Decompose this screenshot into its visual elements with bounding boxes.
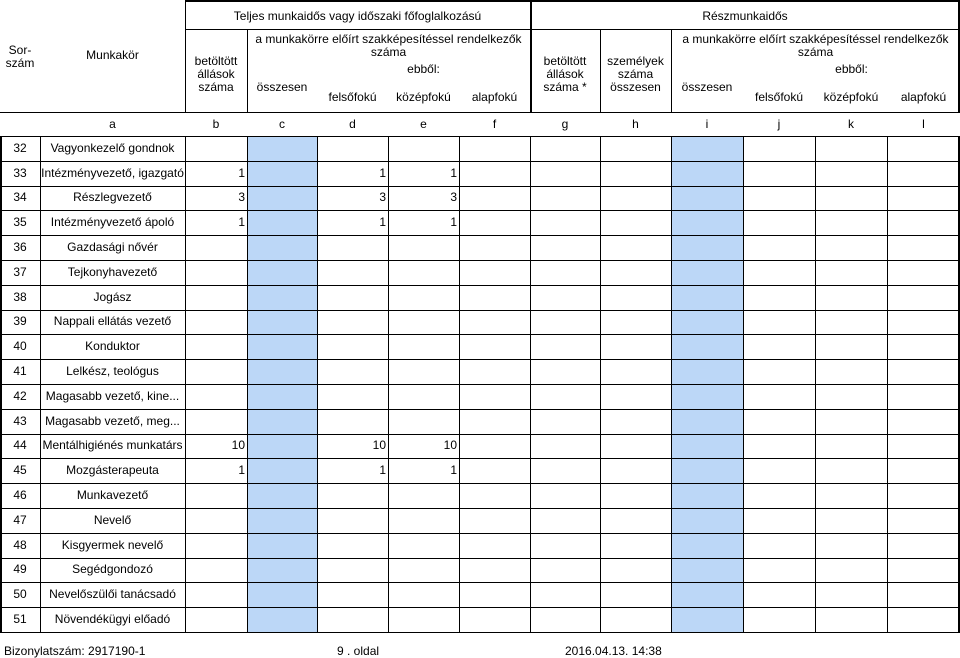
cell-value-b[interactable]: 3 bbox=[238, 190, 245, 205]
cell-value-c[interactable] bbox=[247, 334, 317, 359]
job-title: Segédgondozó bbox=[72, 562, 153, 577]
kozepfoku-header: középfokú bbox=[396, 90, 451, 104]
row-rule bbox=[0, 434, 960, 435]
column-rule bbox=[0, 136, 2, 633]
cell-value-e[interactable] bbox=[388, 285, 459, 310]
row-number: 35 bbox=[13, 215, 27, 230]
column-rule bbox=[530, 136, 531, 633]
cell-value-d[interactable]: 10 bbox=[372, 438, 386, 453]
job-title: Magasabb vezető, kine... bbox=[45, 388, 180, 403]
h-rule bbox=[0, 112, 960, 113]
row-rule bbox=[0, 384, 960, 385]
row-rule bbox=[0, 409, 960, 410]
cell-value-d[interactable] bbox=[317, 260, 388, 285]
job-title: Lelkész, teológus bbox=[66, 364, 159, 379]
cell-value-e[interactable]: 1 bbox=[450, 165, 457, 180]
column-rule bbox=[743, 136, 744, 633]
cell-value-e[interactable] bbox=[388, 483, 459, 508]
cell-value-c[interactable] bbox=[247, 235, 317, 260]
page-number: 9 . oldal bbox=[337, 644, 380, 658]
job-title: Nevelőszülői tanácsadó bbox=[49, 587, 176, 602]
cell-value-b[interactable] bbox=[185, 136, 247, 161]
cell-value-e[interactable]: 1 bbox=[450, 215, 457, 230]
cell-value-e[interactable]: 3 bbox=[450, 190, 457, 205]
row-number: 43 bbox=[13, 413, 27, 428]
row-rule bbox=[0, 161, 960, 162]
cell-value-d[interactable] bbox=[317, 483, 388, 508]
v-rule bbox=[671, 30, 672, 112]
job-title: Mozgásterapeuta bbox=[66, 463, 159, 478]
row-rule bbox=[0, 235, 960, 236]
cell-value-d[interactable] bbox=[317, 136, 388, 161]
row-number: 41 bbox=[13, 364, 27, 379]
row-rule bbox=[0, 210, 960, 211]
row-rule bbox=[0, 632, 960, 633]
cell-value-e[interactable] bbox=[388, 607, 459, 632]
cell-value-c[interactable] bbox=[247, 186, 317, 211]
row-number: 42 bbox=[13, 388, 27, 403]
h-rule bbox=[185, 29, 958, 30]
cell-value-d[interactable] bbox=[317, 533, 388, 558]
cell-value-b[interactable] bbox=[185, 235, 247, 260]
print-date: 2016.04.13. 14:38 bbox=[565, 644, 662, 658]
cell-value-e[interactable] bbox=[388, 136, 459, 161]
h-rule bbox=[185, 0, 958, 2]
osszesen-header: összesen bbox=[256, 80, 308, 94]
cell-value-b[interactable] bbox=[185, 359, 247, 384]
row-rule bbox=[0, 458, 960, 459]
row-rule bbox=[0, 558, 960, 559]
cell-value-c[interactable] bbox=[247, 359, 317, 384]
cell-value-b[interactable] bbox=[185, 334, 247, 359]
v-rule bbox=[530, 0, 532, 112]
row-number: 51 bbox=[13, 612, 27, 627]
column-letter-h: h bbox=[632, 116, 639, 131]
job-title: Tejkonyhavezető bbox=[67, 264, 158, 279]
row-rule bbox=[0, 310, 960, 311]
job-title: Mentálhigiénés munkatárs bbox=[42, 438, 183, 453]
cell-value-b[interactable] bbox=[185, 582, 247, 607]
row-number: 49 bbox=[13, 562, 27, 577]
cell-value-e[interactable] bbox=[388, 384, 459, 409]
column-letter-e: e bbox=[420, 116, 427, 131]
cell-value-d[interactable]: 3 bbox=[379, 190, 386, 205]
job-title: Részlegvezető bbox=[73, 190, 152, 205]
cell-value-d[interactable] bbox=[317, 409, 388, 434]
cell-value-e[interactable] bbox=[388, 533, 459, 558]
szemelyek-header: személyek száma összesen bbox=[607, 54, 664, 94]
column-letter-f: f bbox=[492, 116, 497, 131]
part-time-title: Részmunkaidős bbox=[702, 8, 788, 23]
cell-value-e[interactable] bbox=[388, 409, 459, 434]
cell-value-c[interactable] bbox=[247, 285, 317, 310]
cell-value-b[interactable] bbox=[185, 260, 247, 285]
row-number: 37 bbox=[13, 264, 27, 279]
job-title: Növendékügyi előadó bbox=[54, 612, 171, 627]
cell-value-b[interactable]: 10 bbox=[231, 438, 245, 453]
row-rule bbox=[0, 582, 960, 583]
cell-value-b[interactable] bbox=[185, 607, 247, 632]
job-title: Magasabb vezető, meg... bbox=[45, 413, 180, 428]
cell-value-e[interactable] bbox=[388, 359, 459, 384]
cell-value-d[interactable]: 1 bbox=[379, 165, 386, 180]
row-number: 38 bbox=[13, 289, 27, 304]
cell-value-d[interactable] bbox=[317, 334, 388, 359]
row-number: 48 bbox=[13, 537, 27, 552]
cell-value-b[interactable] bbox=[185, 533, 247, 558]
cell-value-c[interactable] bbox=[247, 458, 317, 483]
sorszam-header: Sor- szám bbox=[5, 43, 35, 70]
row-rule bbox=[0, 359, 960, 360]
job-title: Nappali ellátás vezető bbox=[53, 314, 172, 329]
job-title: Konduktor bbox=[85, 339, 140, 354]
cell-value-d[interactable] bbox=[317, 508, 388, 533]
column-letter-d: d bbox=[349, 116, 356, 131]
cell-value-d[interactable]: 1 bbox=[379, 463, 386, 478]
cell-value-c[interactable] bbox=[247, 558, 317, 583]
cell-value-b[interactable] bbox=[185, 384, 247, 409]
row-rule bbox=[0, 508, 960, 509]
column-letter-c: c bbox=[279, 116, 285, 131]
felsofoku-header: felsőfokú bbox=[328, 90, 377, 104]
cell-value-e[interactable] bbox=[388, 310, 459, 335]
job-title: Nevelő bbox=[93, 512, 132, 527]
alapfoku-part-header: alapfokú bbox=[900, 90, 947, 104]
job-title: Vagyonkezelő gondnok bbox=[50, 140, 175, 155]
qualified-part-header: a munkakörre előírt szakképesítéssel rendelkezők száma bbox=[682, 32, 949, 59]
row-rule bbox=[0, 334, 960, 335]
cell-value-c[interactable] bbox=[247, 310, 317, 335]
cell-value-d[interactable] bbox=[317, 384, 388, 409]
cell-value-e[interactable] bbox=[388, 558, 459, 583]
row-rule bbox=[0, 186, 960, 187]
row-number: 32 bbox=[13, 140, 27, 155]
full-time-title: Teljes munkaidős vagy időszaki főfoglalkozású bbox=[233, 8, 482, 23]
column-rule bbox=[815, 136, 816, 633]
column-rule bbox=[247, 136, 248, 633]
bizonylat-number: Bizonylatszám: 2917190-1 bbox=[4, 644, 146, 658]
job-title: Intézményvezető ápoló bbox=[50, 215, 175, 230]
cell-value-b[interactable] bbox=[185, 310, 247, 335]
row-number: 47 bbox=[13, 512, 27, 527]
column-letter-b: b bbox=[212, 116, 220, 131]
cell-value-c[interactable] bbox=[247, 136, 317, 161]
column-letter-g: g bbox=[561, 116, 569, 131]
row-number: 44 bbox=[13, 438, 27, 453]
column-rule bbox=[388, 136, 389, 633]
ebbol-part-header: ebből: bbox=[835, 61, 868, 76]
cell-value-e[interactable] bbox=[388, 235, 459, 260]
row-number: 39 bbox=[13, 314, 27, 329]
row-rule bbox=[0, 533, 960, 534]
row-number: 45 bbox=[13, 463, 27, 478]
qualified-header: a munkakörre előírt szakképesítéssel rendelkezők száma bbox=[255, 32, 522, 59]
cell-value-b[interactable] bbox=[185, 285, 247, 310]
cell-value-b[interactable] bbox=[185, 508, 247, 533]
cell-value-c[interactable] bbox=[247, 508, 317, 533]
row-rule bbox=[0, 285, 960, 286]
cell-value-b[interactable]: 1 bbox=[238, 165, 245, 180]
row-rule bbox=[0, 136, 960, 137]
column-letter-i: i bbox=[705, 116, 709, 131]
cell-value-b[interactable] bbox=[185, 558, 247, 583]
osszesen-part-header: összesen bbox=[681, 80, 733, 94]
column-rule bbox=[671, 136, 672, 633]
cell-value-c[interactable] bbox=[247, 384, 317, 409]
cell-value-d[interactable] bbox=[317, 359, 388, 384]
cell-value-c[interactable] bbox=[247, 434, 317, 459]
cell-value-d[interactable] bbox=[317, 607, 388, 632]
cell-value-e[interactable] bbox=[388, 582, 459, 607]
kozepfoku-part-header: középfokú bbox=[823, 90, 879, 104]
cell-value-c[interactable] bbox=[247, 483, 317, 508]
felsofoku-part-header: felsőfokú bbox=[754, 90, 804, 104]
cell-value-c[interactable] bbox=[247, 607, 317, 632]
job-title: Gazdasági nővér bbox=[67, 240, 158, 255]
cell-value-d[interactable] bbox=[317, 310, 388, 335]
ebbol-header: ebből: bbox=[407, 61, 440, 76]
column-rule bbox=[887, 136, 888, 633]
cell-value-d[interactable]: 1 bbox=[379, 215, 386, 230]
cell-value-c[interactable] bbox=[247, 582, 317, 607]
cell-value-e[interactable] bbox=[388, 334, 459, 359]
cell-value-d[interactable] bbox=[317, 582, 388, 607]
cell-value-d[interactable] bbox=[317, 235, 388, 260]
v-rule bbox=[247, 30, 248, 112]
row-number: 40 bbox=[13, 339, 27, 354]
column-letter-k: k bbox=[848, 116, 854, 131]
cell-value-c[interactable] bbox=[247, 409, 317, 434]
column-rule bbox=[40, 136, 41, 633]
job-title: Intézményvezető, igazgató bbox=[41, 165, 184, 180]
cell-value-e[interactable] bbox=[388, 508, 459, 533]
column-letter-j: j bbox=[777, 116, 781, 131]
column-rule bbox=[600, 136, 601, 633]
betoltott-allasok-header: betöltött állások száma bbox=[194, 54, 238, 94]
cell-value-c[interactable] bbox=[247, 161, 317, 186]
row-number: 33 bbox=[13, 165, 27, 180]
cell-value-c[interactable] bbox=[247, 533, 317, 558]
cell-value-b[interactable] bbox=[185, 409, 247, 434]
cell-value-b[interactable] bbox=[185, 483, 247, 508]
column-rule bbox=[317, 136, 318, 633]
cell-value-c[interactable] bbox=[247, 210, 317, 235]
alapfoku-header: alapfokú bbox=[471, 90, 518, 104]
cell-value-e[interactable]: 10 bbox=[443, 438, 457, 453]
betoltott-allasok-part-header: betöltött állások száma * bbox=[543, 54, 587, 94]
column-letter-a: a bbox=[109, 116, 116, 131]
job-title: Munkavezető bbox=[76, 488, 149, 503]
column-rule bbox=[185, 136, 186, 633]
row-number: 34 bbox=[13, 190, 27, 205]
cell-value-e[interactable] bbox=[388, 260, 459, 285]
munkakor-header: Munkakör bbox=[86, 48, 139, 62]
cell-value-c[interactable] bbox=[247, 260, 317, 285]
cell-value-d[interactable] bbox=[317, 558, 388, 583]
row-rule bbox=[0, 260, 960, 261]
cell-value-b[interactable]: 1 bbox=[238, 463, 245, 478]
row-rule bbox=[0, 607, 960, 608]
v-rule bbox=[185, 0, 186, 112]
job-title: Jogász bbox=[93, 289, 132, 304]
row-rule bbox=[0, 483, 960, 484]
v-rule bbox=[600, 30, 601, 112]
row-number: 50 bbox=[13, 587, 27, 602]
cell-value-b[interactable]: 1 bbox=[238, 215, 245, 230]
cell-value-e[interactable]: 1 bbox=[450, 463, 457, 478]
job-title: Kisgyermek nevelő bbox=[61, 537, 164, 552]
column-letter-l: l bbox=[922, 116, 925, 131]
cell-value-d[interactable] bbox=[317, 285, 388, 310]
column-rule bbox=[459, 136, 460, 633]
row-number: 46 bbox=[13, 488, 27, 503]
row-number: 36 bbox=[13, 240, 27, 255]
